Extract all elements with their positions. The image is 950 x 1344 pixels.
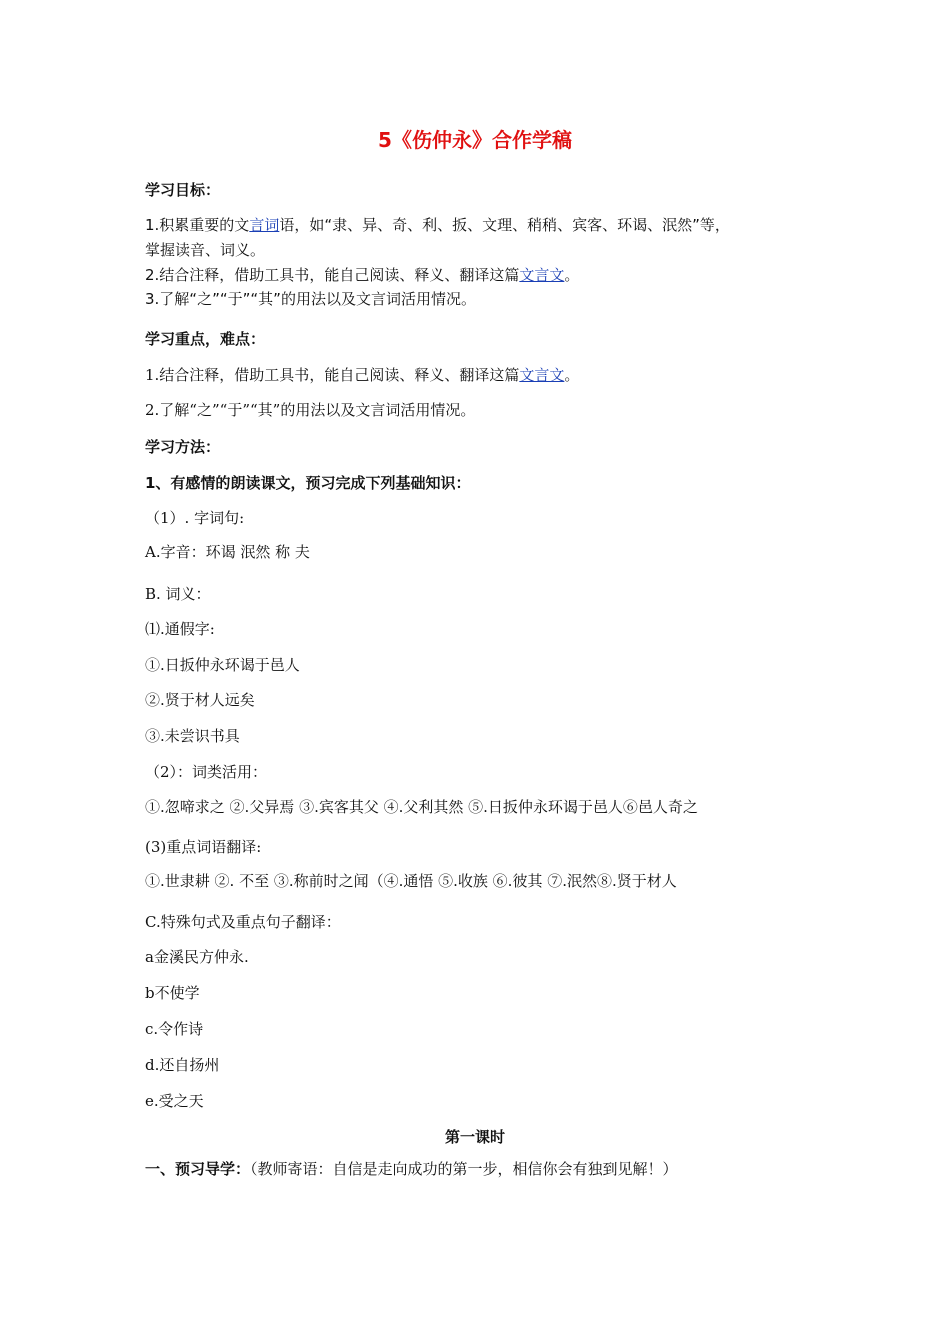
meaning-heading: B. 词义：: [145, 585, 211, 603]
tongjiazi-item-1: ①.日扳仲永环谒于邑人: [145, 656, 300, 674]
keypoint-item-1: [145, 365, 579, 385]
goal-item-1-cont: 掌握读音、词义。: [145, 241, 266, 259]
sentence-c: c.令作诗: [145, 1020, 204, 1038]
preview-section: [145, 1159, 678, 1179]
special-sentences-heading: C.特殊句式及重点句子翻译：: [145, 913, 341, 931]
sentence-b: b不使学: [145, 984, 200, 1002]
pronunciation-line: A.字音：环谒 泯然 称 夫: [145, 543, 310, 561]
goals-heading: 学习目标：: [145, 181, 221, 199]
sentence-d: d.还自扬州: [145, 1056, 220, 1074]
word-class-heading: （2）：词类活用：: [145, 763, 268, 781]
keypoint-item-1-link[interactable]: 文言文: [519, 366, 565, 384]
page-title: 5《伤仲永》合作学稿: [378, 128, 572, 152]
goal-item-2-text-a: 2.结合注释，借助工具书，能自己阅读、释义、翻译这篇: [145, 266, 520, 284]
sentence-a: a金溪民方仲永.: [145, 948, 249, 966]
preview-section-text: （教师寄语：自信是走向成功的第一步，相信你会有独到见解！）: [250, 1160, 678, 1178]
word-class-items: ①.忽啼求之 ②.父异焉 ③.宾客其父 ④.父利其然 ⑤.日扳仲永环谒于邑人⑥邑人奇之: [145, 798, 698, 816]
section-words: （1）. 字词句:: [145, 509, 245, 527]
goal-item-3: 3.了解“之”“于”“其”的用法以及文言词活用情况。: [145, 290, 476, 308]
goal-item-1: [145, 215, 730, 235]
sentence-e: e.受之天: [145, 1092, 204, 1110]
goal-item-1-link[interactable]: 言词: [249, 216, 280, 234]
tongjiazi-item-3: ③.未尝识书具: [145, 727, 240, 745]
keypoint-item-1-text-a: 1.结合注释，借助工具书，能自己阅读、释义、翻译这篇: [145, 366, 520, 384]
keypoint-item-2: 2.了解“之”“于”“其”的用法以及文言词活用情况。: [145, 401, 476, 419]
goal-item-1-text-b: 语，如“隶、异、奇、利、扳、文理、稍稍、宾客、环谒、泯然”等，: [279, 216, 730, 234]
preview-section-label: 一、预习导学：: [145, 1160, 251, 1178]
methods-subheading-1: 1、有感情的朗读课文，预习完成下列基础知识：: [145, 474, 471, 492]
goal-item-2-link[interactable]: 文言文: [519, 266, 565, 284]
translation-items: ①.世隶耕 ②. 不至 ③.称前时之闻（④.通悟 ⑤.收族 ⑥.彼其 ⑦.泯然⑧.贤于材人: [145, 872, 677, 890]
goal-item-1-text-a: 1.积累重要的文: [145, 216, 250, 234]
goal-item-2-text-b: 。: [564, 266, 580, 284]
goal-item-2: [145, 265, 579, 285]
tongjiazi-item-2: ②.贤于材人远矣: [145, 691, 255, 709]
translation-heading: (3)重点词语翻译:: [145, 838, 262, 856]
lesson-heading: 第一课时: [444, 1128, 505, 1146]
tongjiazi-heading: ⑴.通假字:: [145, 620, 215, 638]
methods-heading: 学习方法：: [145, 438, 221, 456]
keypoints-heading: 学习重点，难点：: [145, 330, 266, 348]
keypoint-item-1-text-b: 。: [564, 366, 580, 384]
